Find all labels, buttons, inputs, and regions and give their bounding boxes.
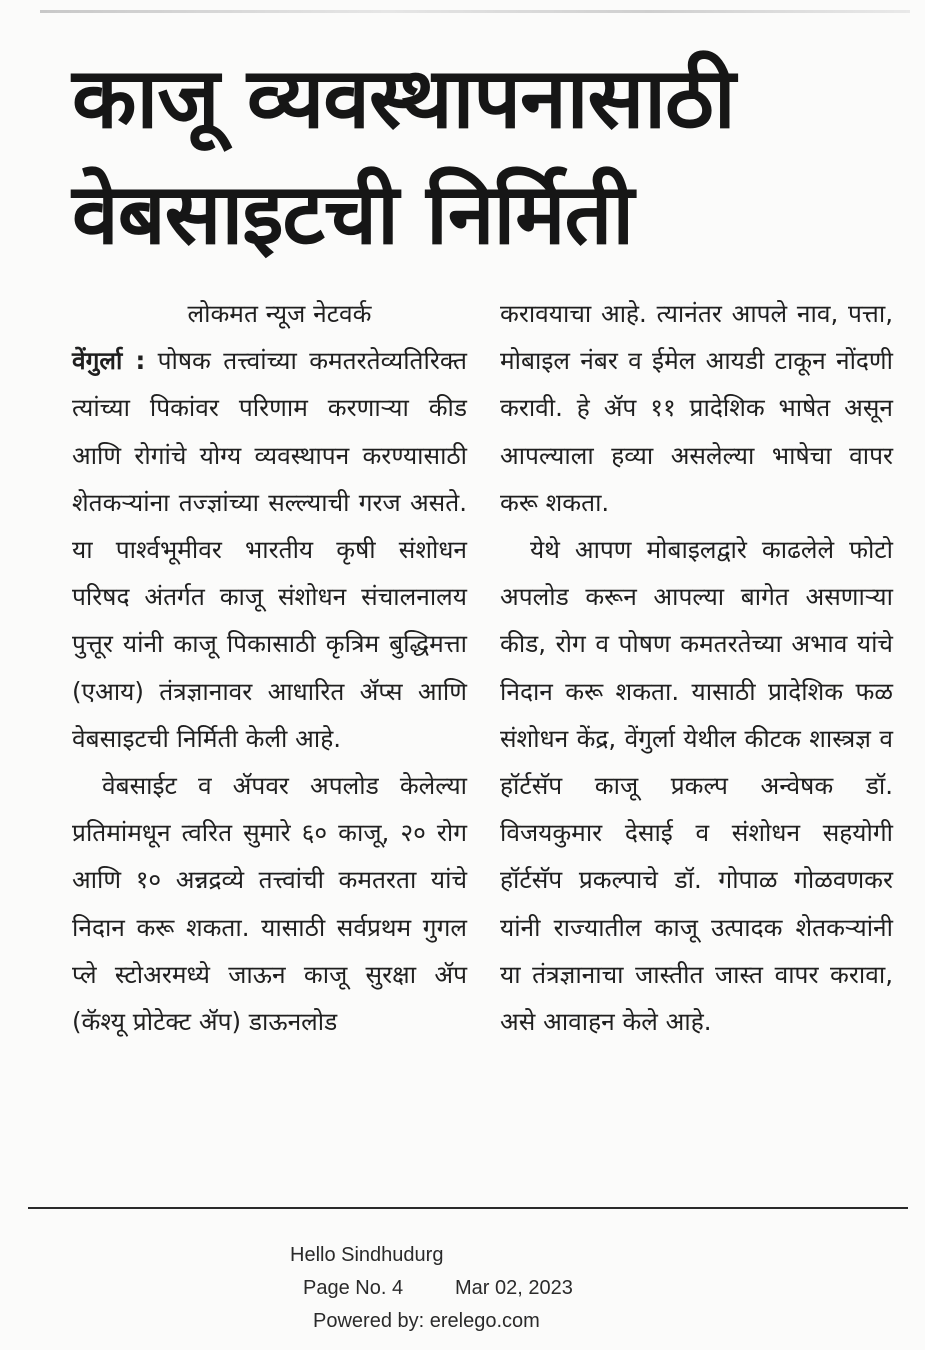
dateline: वेंगुर्ला : [72,346,146,376]
article-column-left [72,290,467,1045]
paragraph-4: येथे आपण मोबाइलद्वारे काढलेले फोटो अपलोड करून आपल्या बागेत असणाऱ्या कीड, रोग व पोषण कमतरतेच्या अभाव यांचे निदान करू शकता. यासाठी प्रादेशिक फळ संशोधन केंद्र, वेंगुर्ला येथील कीटक शास्त्रज्ञ व हॉर्टसॅप काजू प्रकल्प अन्वेषक डॉ. विजयकुमार देसाई व संशोधन सहयोगी हॉर्टसॅप प्रकल्पाचे डॉ. गोपाळ गोळवणकर यांनी राज्यातील काजू उत्पादक शेतकऱ्यांनी या तंत्रज्ञानाचा जास्तीत जास्त वापर करावा, असे आवाहन केले आहे. [500,535,893,1037]
headline-line-1: काजू व्यवस्थापनासाठी [72,49,735,147]
headline [72,40,892,272]
byline: लोकमत न्यूज नेटवर्क [187,299,372,328]
top-rule [40,10,910,13]
paragraph-1-text: पोषक तत्त्वांच्या कमतरतेव्यतिरिक्त त्यांच्या पिकांवर परिणाम करणाऱ्या कीड आणि रोगांचे योग्य व्यवस्थापन करण्यासाठी शेतकऱ्यांना तज्ज्ञांच्या सल्ल्याची गरज असते. या पार्श्वभूमीवर भारतीय कृषी संशोधन परिषद अंतर्गत काजू संशोधन संचालनालय पुत्तूर यांनी काजू पिकासाठी कृत्रिम बुद्धिमत्ता (एआय) तंत्रज्ञानावर आधारित ॲप्स आणि वेबसाइटची निर्मिती केली आहे. [72,346,467,753]
paragraph-3: करावयाचा आहे. त्यानंतर आपले नाव, पत्ता, मोबाइल नंबर व ईमेल आयडी टाकून नोंदणी करावी. हे ॲप ११ प्रादेशिक भाषेत असून आपल्याला हव्या असलेल्या भाषेचा वापर करू शकता. [500,299,893,517]
bottom-rule [28,1207,908,1209]
footer-powered-by: Powered by: erelego.com [313,1310,540,1332]
footer-paper-name: Hello Sindhudurg [290,1244,444,1266]
paragraph-1 [72,337,467,762]
column-divider [484,298,485,1198]
footer-date: Mar 02, 2023 [455,1277,573,1299]
article-column-right [500,290,893,1045]
paragraph-2: वेबसाईट व ॲपवर अपलोड केलेल्या प्रतिमांमधून त्वरित सुमारे ६० काजू, २० रोग आणि १० अन्नद्रव्ये तत्त्वांची कमतरता यांचे निदान करू शकता. यासाठी सर्वप्रथम गुगल प्ले स्टोअरमध्ये जाऊन काजू सुरक्षा ॲप (कॅश्यू प्रोटेक्ट ॲप) डाऊनलोड [72,771,467,1037]
footer-page-number: Page No. 4 [303,1277,404,1299]
headline-line-2: वेबसाइटची निर्मिती [72,165,634,263]
